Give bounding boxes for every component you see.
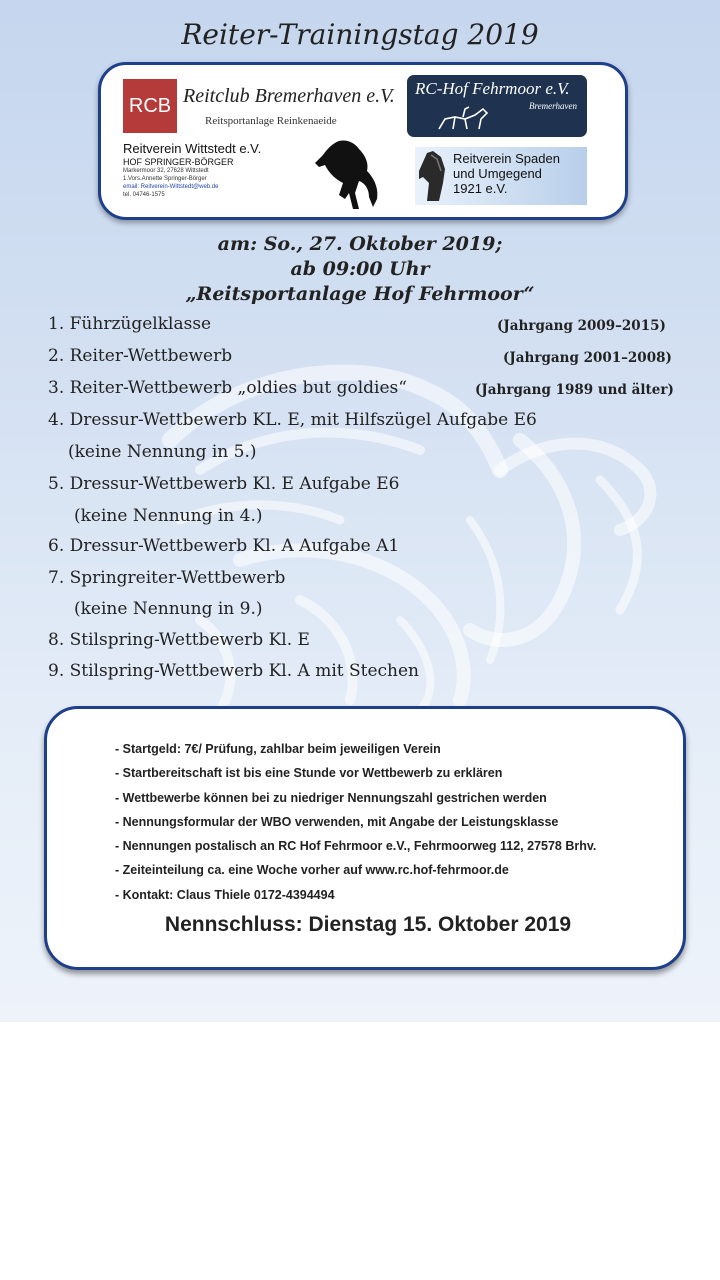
competition-note: (keine Nennung in 9.) bbox=[74, 599, 263, 619]
spaden-line-3: 1921 e.V. bbox=[453, 181, 508, 196]
competition-years: (Jahrgang 2001–2008) bbox=[503, 350, 672, 366]
rc-hof-name: RC-Hof Fehrmoor e.V. bbox=[415, 79, 570, 98]
competition-years: (Jahrgang 1989 und älter) bbox=[475, 382, 674, 398]
competition-item: 1. Führzügelklasse bbox=[48, 314, 212, 334]
competition-item: 9. Stilspring-Wettbewerb Kl. A mit Stechen bbox=[48, 661, 420, 681]
wittstedt-phone: tel. 04746-1575 bbox=[123, 192, 165, 198]
wittstedt-hof: HOF SPRINGER-BÖRGER bbox=[123, 157, 234, 167]
rider-icon bbox=[435, 105, 495, 133]
wittstedt-email: email: Reitverein-Wittstedt@web.de bbox=[123, 184, 219, 190]
note-item: - Nennungen postalisch an RC Hof Fehrmoor e.V., Fehrmoorweg 112, 27578 Brhv. bbox=[115, 834, 596, 858]
spaden-line-2: und Umgegend bbox=[453, 166, 542, 181]
wittstedt-name: Reitverein Wittstedt e.V. bbox=[123, 141, 262, 156]
wittstedt-contact: 1.Vors.Annette Springer-Börger bbox=[123, 176, 207, 182]
spaden-club-name bbox=[453, 151, 560, 196]
rcb-club-subtitle: Reitsportanlage Reinkenaeide bbox=[205, 115, 337, 127]
page-title: Reiter-Trainingstag 2019 bbox=[181, 18, 539, 51]
wittstedt-club-info bbox=[123, 141, 313, 199]
horse-head-icon bbox=[417, 149, 449, 203]
competition-item: 3. Reiter-Wettbewerb „oldies but goldies“ bbox=[48, 378, 407, 398]
competition-item: 4. Dressur-Wettbewerb KL. E, mit Hilfszügel Aufgabe E6 bbox=[48, 410, 537, 430]
rcb-club-name: Reitclub Bremerhaven e.V. bbox=[183, 85, 395, 107]
note-item: - Wettbewerbe können bei zu niedriger Nennungszahl gestrichen werden bbox=[115, 786, 596, 810]
competition-years: (Jahrgang 2009–2015) bbox=[497, 318, 666, 334]
rcb-logo-badge: RCB bbox=[123, 79, 177, 133]
note-item: - Zeiteinteilung ca. eine Woche vorher auf www.rc.hof-fehrmoor.de bbox=[115, 858, 596, 882]
note-item: - Startbereitschaft ist bis eine Stunde vor Wettbewerb zu erklären bbox=[115, 761, 596, 785]
note-item: - Nennungsformular der WBO verwenden, mit Angabe der Leistungsklasse bbox=[115, 810, 596, 834]
spaden-club-logo bbox=[415, 147, 587, 205]
competition-item: 2. Reiter-Wettbewerb bbox=[48, 346, 233, 366]
info-box bbox=[44, 706, 686, 970]
event-date: am: So., 27. Oktober 2019; bbox=[217, 233, 503, 255]
event-venue: „Reitsportanlage Hof Fehrmoor“ bbox=[185, 283, 535, 305]
competition-item: 7. Springreiter-Wettbewerb bbox=[48, 568, 286, 588]
sponsor-logos bbox=[98, 62, 628, 220]
competition-item: 5. Dressur-Wettbewerb Kl. E Aufgabe E6 bbox=[48, 474, 400, 494]
rc-hof-fehrmoor-logo bbox=[407, 75, 587, 137]
note-item: - Kontakt: Claus Thiele 0172-4394494 bbox=[115, 883, 596, 907]
event-info bbox=[0, 232, 720, 307]
competition-note: (keine Nennung in 4.) bbox=[74, 506, 263, 526]
wittstedt-address: Markermoor 32, 27628 Wittstedt bbox=[123, 168, 209, 174]
event-time: ab 09:00 Uhr bbox=[290, 258, 430, 280]
spaden-line-1: Reitverein Spaden bbox=[453, 151, 560, 166]
notes-list bbox=[115, 737, 596, 907]
rearing-horse-icon bbox=[309, 137, 385, 213]
rc-hof-city: Bremerhaven bbox=[529, 101, 577, 111]
competition-item: 8. Stilspring-Wettbewerb Kl. E bbox=[48, 630, 310, 650]
entry-deadline: Nennschluss: Dienstag 15. Oktober 2019 bbox=[164, 913, 572, 936]
competition-note: (keine Nennung in 5.) bbox=[68, 442, 257, 462]
competition-item: 6. Dressur-Wettbewerb Kl. A Aufgabe A1 bbox=[48, 536, 400, 556]
note-item: - Startgeld: 7€/ Prüfung, zahlbar beim jeweiligen Verein bbox=[115, 737, 596, 761]
